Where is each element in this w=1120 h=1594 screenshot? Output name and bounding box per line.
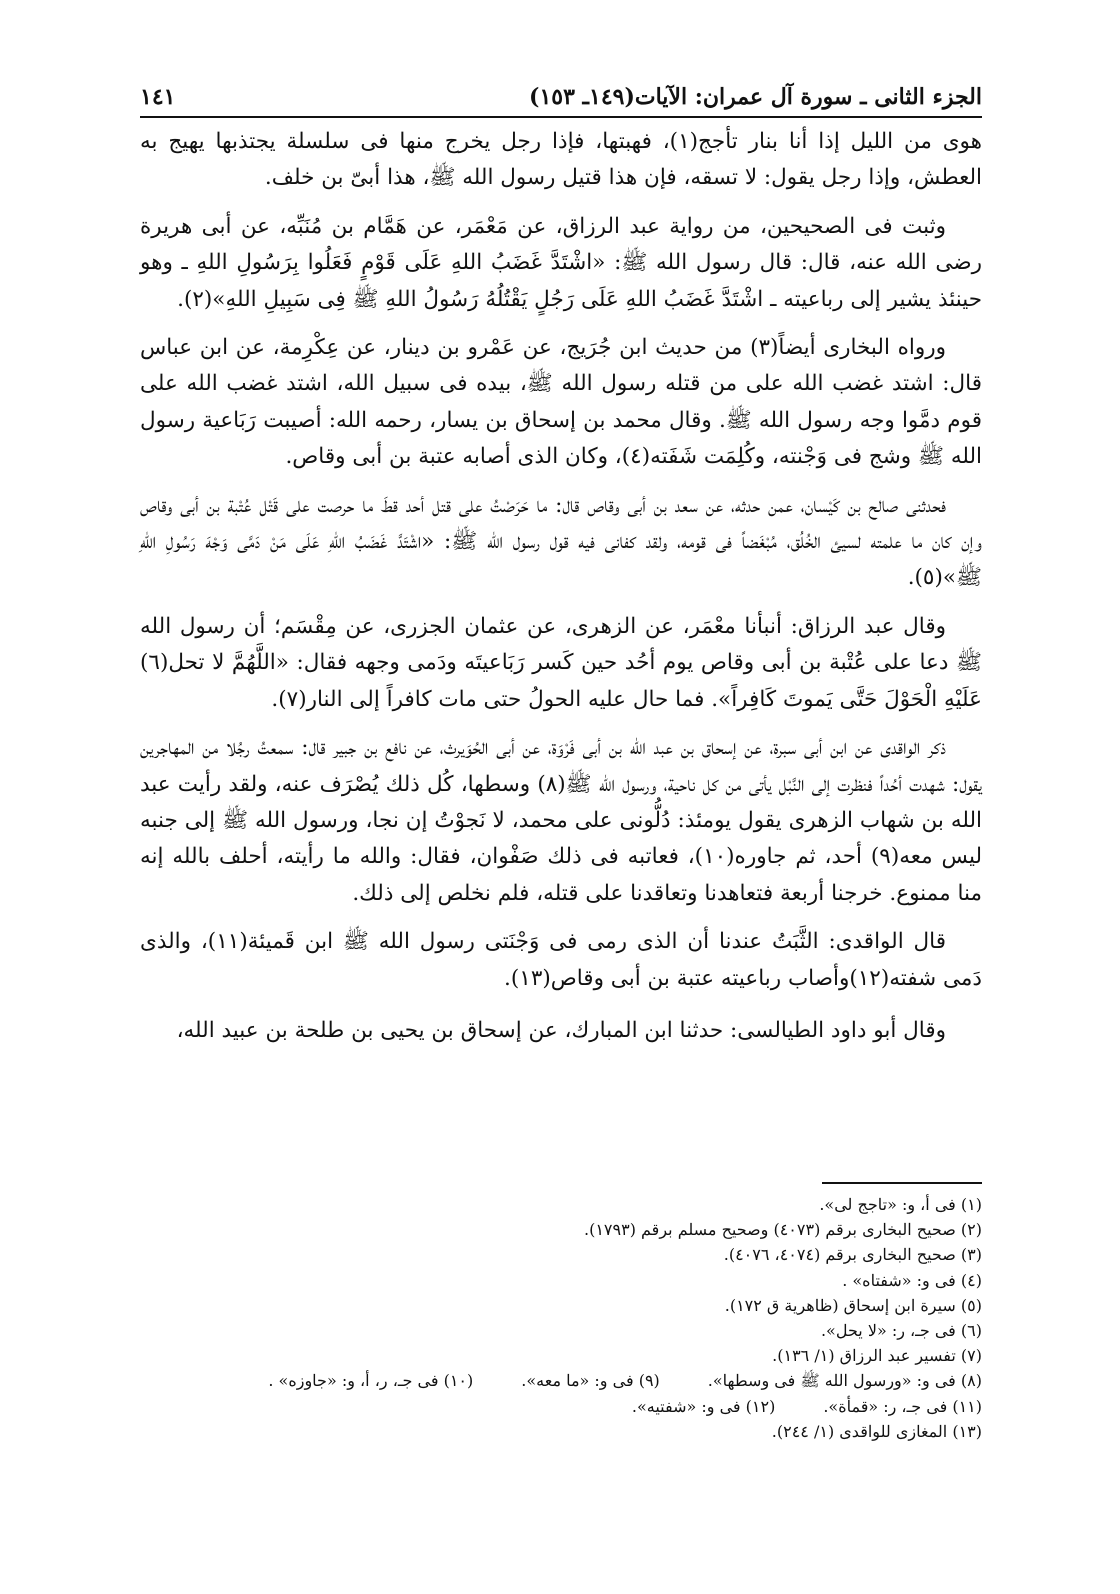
footnote: (١٠) فى جـ، ر، أ، و: «جاوزه» . — [268, 1371, 474, 1391]
paragraph: وقال عبد الرزاق: أنبأنا معْمَر، عن الزهرى، عن عثمان الجزرى، عن مِقْسَم؛ أن رسول الله ﷺ دعا على عُتْبة بن أبى وقاص يوم أحُد حين كَسر رَبَاعيتَه ودَمى وجهه فقال: «اللَّهُمَّ لا تحل(٦) عَلَيْهِ الْحَوْلَ حَتَّى يَموتَ كَافِراً». فما حال عليه الحولُ حتى مات كافراً إلى النار(٧). — [140, 613, 982, 712]
paragraph: ذكر الواقدى عن ابن أبى سبرة، عن إسحاق بن عبد الله بن أبى فَرْوَة، عن أبى الحُوَيرث، عن نافع بن جبير قال: سمعتُ رجُلا من المهاجرين يقول: شهدت أحُداً فنظرت إلى النَّبْل يأتى من كل ناحية، ورسول الله ﷺ(٨) وسطها، كُل ذلك يُصْرَف عنه، ولقد رأيت عبد الله بن شهاب الزهرى يقول يومئذ: دُلُّونى على محمد، لا نَجوْتُ إن نجا، ورسول الله ﷺ إلى جنبه ليس معه(٩) أحد، ثم جاوره(١٠)، فعاتبه فى ذلك صَفْوان، فقال: والله ما رأيته، أحلف بالله إنه منا ممنوع. خرجنا أربعة فتعاهدنا وتعاقدنا على قتله، فلم نخلص إلى ذلك. — [140, 735, 983, 906]
paragraph: هوى من الليل إذا أنا بنار تأجج(١)، فهبتها، فإذا رجل يخرج منها فى سلسلة يجتذبها يهيج به العطش، وإذا رجل يقول: لا تسقه، فإن هذا قتيل رسول الله ﷺ، هذا أبىّ بن خلف. — [140, 129, 982, 191]
footnote-row — [140, 1394, 982, 1419]
footnote-row — [140, 1368, 982, 1393]
header-title: الجزء الثانى ـ سورة آل عمران: الآيات(١٤٩ـ ١٥٣) — [529, 84, 982, 110]
paragraph: فحدثنى صالح بن كَيْسان، عمن حدثه، عن سعد بن أبى وقاص قال: ما حَرَصْتُ على قتل أحد قطَ ما حرصت على قَتْل عُتْبة بن أبى وقاص وإن كان ما علمته لسيئ الخُلُق، مُبْغَضاً فى قومه، ولقد كفانى فيه قول رسول الله ﷺ: «اشْتَدَّ غَضَبُ اللهِ عَلَى مَنْ دَمَّى وَجْهَ رَسُولِ اللهِ ﷺ»(٥). — [140, 492, 982, 591]
footnote: (٤) فى و: «شفتاه» . — [842, 1270, 982, 1290]
footnote: (٣) صحيح البخارى برقم (٤٠٧٤، ٤٠٧٦). — [723, 1245, 982, 1265]
footnote: (٥) سيرة ابن إسحاق (ظاهرية ق ١٧٢). — [724, 1295, 982, 1315]
paragraph: قال الواقدى: الثَّبَتُ عندنا أن الذى رمى فى وَجْنَتى رسول الله ﷺ ابن قَميئة(١١)، والذى دَمى شفته(١٢)وأصاب رباعيته عتبة بن أبى وقاص(١٣). — [140, 929, 982, 991]
footnote: (١١) فى جـ، ر: «قمأة». — [823, 1396, 982, 1416]
footnote: (١٢) فى و: «شفتيه». — [631, 1396, 776, 1416]
footnote: (٦) فى جـ، ر: «لا يحل». — [820, 1321, 982, 1341]
footnote: (٧) تفسير عبد الرزاق (١/ ١٣٦). — [772, 1346, 982, 1366]
footnote: (٩) فى و: «ما معه». — [521, 1371, 660, 1391]
footnote: (١) فى أ، و: «تاجج لى». — [819, 1195, 982, 1214]
page-number: ١٤١ — [140, 84, 176, 110]
main-text — [140, 124, 982, 1061]
footnote: (٢) صحيح البخارى برقم (٤٠٧٣) وصحيح مسلم برقم (١٧٩٣). — [584, 1220, 982, 1240]
paragraph: وقال أبو داود الطيالسى: حدثنا ابن المبارك، عن إسحاق بن يحيى بن طلحة بن عبيد الله، — [176, 1017, 946, 1043]
paragraph: وثبت فى الصحيحين، من رواية عبد الرزاق، عن مَعْمَر، عن هَمَّام بن مُنَبِّه، عن أبى هريرة رضى الله عنه، قال: قال رسول الله ﷺ: «اشْتَدَّ غَضَبُ اللهِ عَلَى قَوْمٍ فَعَلُوا بِرَسُولِ اللهِ ـ وهو حينئذ يشير إلى رباعيته ـ اشْتَدَّ غَضَبُ اللهِ عَلَى رَجُلٍ يَقْتُلُهُ رَسُولُ اللهِ ﷺ فِى سَبِيلِ اللهِ»(٢). — [140, 213, 982, 312]
footnote: (١٣) المغازى للواقدى (١/ ٢٤٤). — [771, 1421, 982, 1441]
footnote-separator — [822, 1182, 982, 1184]
footnotes — [140, 1192, 982, 1444]
paragraph: ورواه البخارى أيضاً(٣) من حديث ابن جُرَيج، عن عَمْرو بن دينار، عن عِكْرِمة، عن ابن عباس قال: اشتد غضب الله على من قتله رسول الله ﷺ، بيده فى سبيل الله، اشتد غضب الله على قوم دمَّوا وجه رسول الله ﷺ. وقال محمد بن إسحاق بن يسار، رحمه الله: أصيبت رَبَاعية رسول الله ﷺ وشج فى وَجْنته، وكُلِمَت شَفَته(٤)، وكان الذى أصابه عتبة بن أبى وقاص. — [140, 335, 982, 470]
footnote: (٨) فى و: «ورسول الله ﷺ فى وسطها». — [707, 1371, 982, 1391]
running-header — [140, 70, 982, 118]
